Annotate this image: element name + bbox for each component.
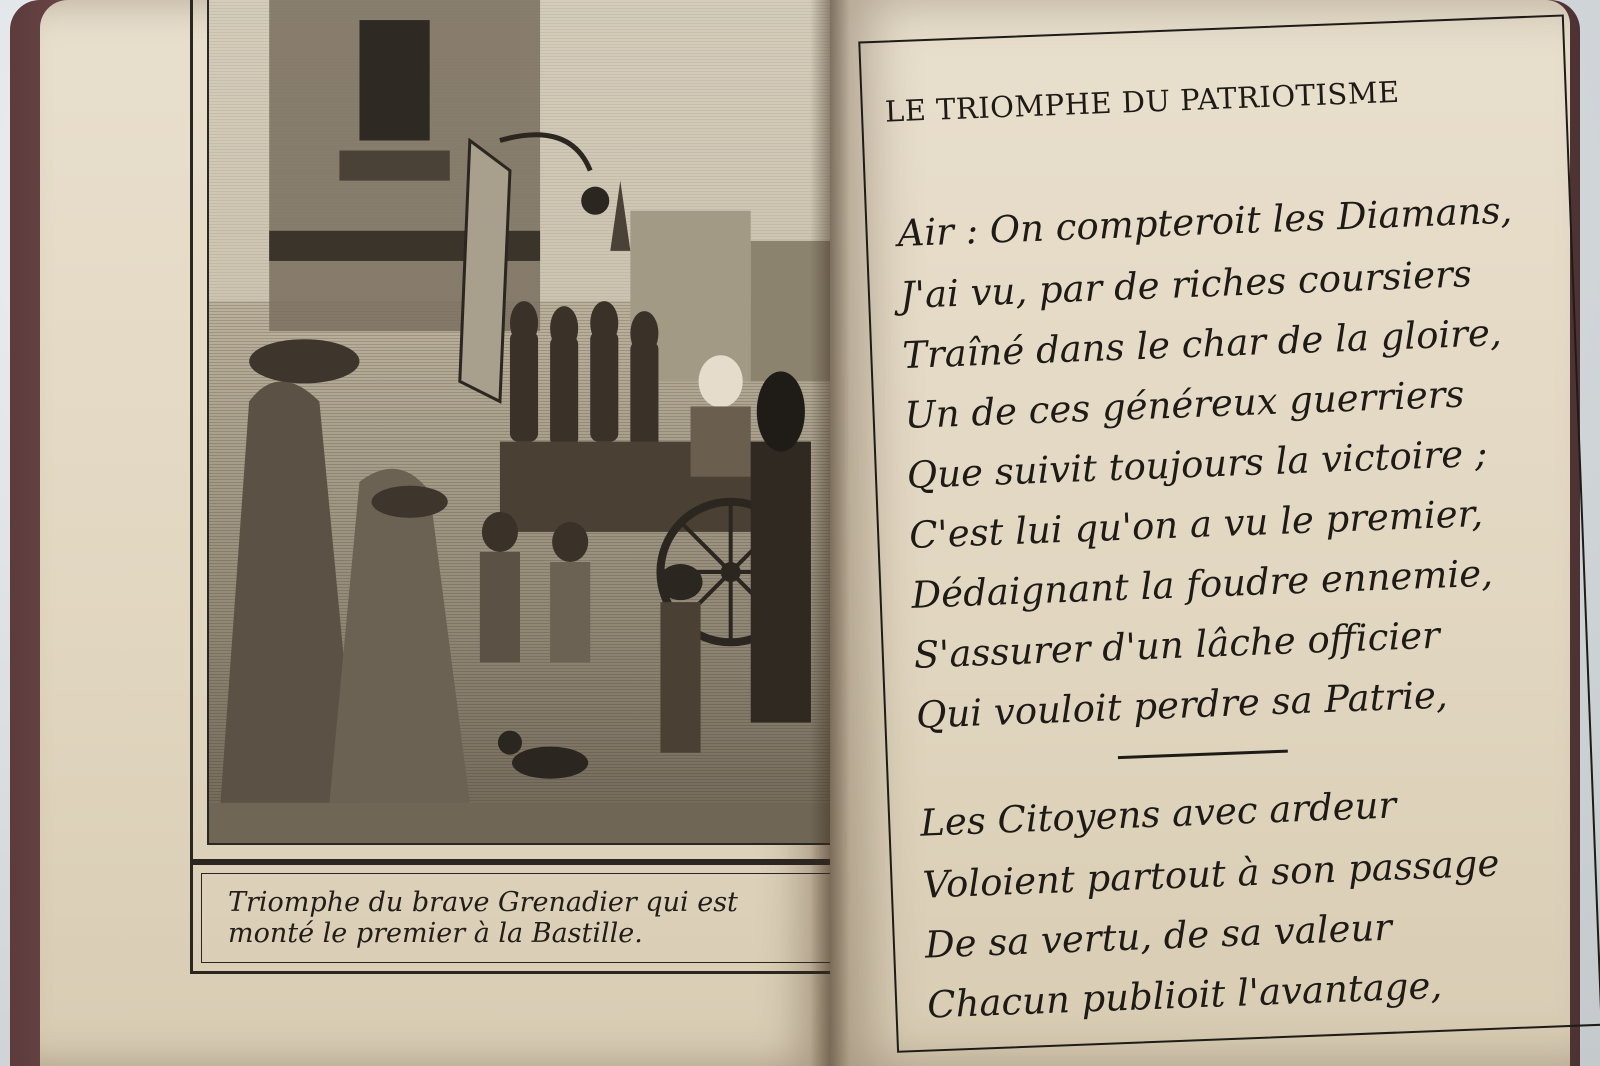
verse-line: Un de ces généreux guerriers	[903, 372, 1466, 438]
verse-line: J'ai vu, par de riches coursiers	[899, 252, 1473, 318]
engraving-caption	[190, 862, 850, 974]
verse-line: C'est lui qu'on a vu le premier,	[908, 491, 1484, 557]
verse-line: De sa vertu, de sa valeur	[924, 905, 1393, 967]
verse-line: Qui vouloit perdre sa Patrie,	[915, 673, 1449, 737]
verse-line: Les Citoyens avec ardeur	[919, 783, 1397, 845]
verse-line: Que suivit toujours la victoire ;	[906, 431, 1489, 497]
caption-inner-frame	[201, 873, 839, 963]
engraving-frame	[190, 0, 850, 862]
engraving-illustration	[207, 0, 833, 845]
verse-line: Air : On compteroit les Diamans,	[896, 188, 1513, 256]
song-title: LE TRIOMPHE DU PATRIOTISME	[884, 74, 1401, 129]
verse-line: Dédaignant la foudre ennemie,	[910, 551, 1494, 617]
caption-line-1: Triomphe du brave Grenadier qui est	[228, 887, 738, 918]
book-gutter	[810, 0, 850, 1066]
caption-line-2: monté le premier à la Bastille.	[228, 918, 643, 949]
engraving-scene	[209, 0, 831, 843]
verse-frame	[858, 14, 1600, 1052]
verse-line: Voloient partout à son passage	[921, 841, 1501, 907]
stanza-divider	[1118, 750, 1288, 760]
left-page	[40, 0, 830, 1066]
verse-line: Traîné dans le char de la gloire,	[901, 311, 1503, 378]
verse-line: S'assurer d'un lâche officier	[913, 613, 1441, 677]
verse-line: Chacun publioit l'avantage,	[926, 963, 1443, 1027]
